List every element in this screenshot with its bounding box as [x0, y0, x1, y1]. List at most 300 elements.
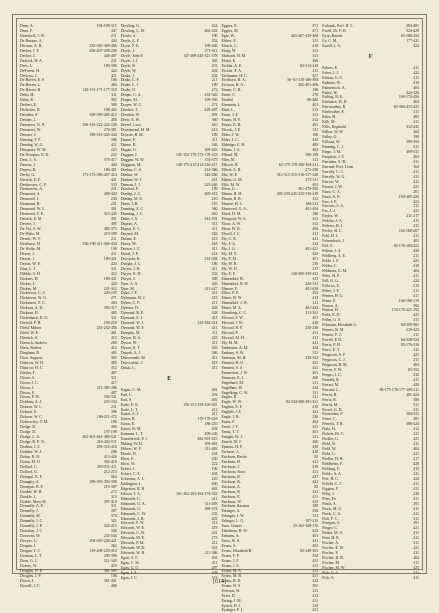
index-entry-name: Ferree, F. W. — [322, 367, 343, 372]
index-entry-name: Drummond, M. M. — [120, 128, 151, 133]
index-entry-pages: 404 — [413, 130, 419, 135]
index-entry-name: Emerson, M. H. — [221, 355, 247, 360]
index-entry-name: Dewitt, W. V. — [20, 236, 41, 241]
index-entry-name: Eisler, C. — [221, 93, 236, 98]
index-entry-pages: 421 — [312, 360, 319, 365]
index-entry-name: Dorman, C. T. — [20, 553, 43, 558]
index-entry-pages: 211 — [111, 58, 117, 63]
index-entry-name: Finger, C. — [322, 526, 338, 531]
index-entry-name: Fahey, W. — [322, 90, 338, 95]
index-entry-name: Fernald, R. — [322, 377, 340, 382]
index-entry-name: Duvoisin, R. — [120, 256, 141, 261]
index-entry-pages: 391 — [413, 521, 419, 526]
index-entry-pages: 434 — [312, 385, 319, 390]
index-entry-pages: 211 — [111, 405, 117, 410]
index-entry-pages: 421 — [413, 209, 419, 214]
index-entry-name: Felmann, Elizabeth A. — [322, 323, 358, 328]
index-entry-name: Edmonds, C. — [120, 496, 141, 501]
index-entry-name: Dyson, R. T. — [120, 345, 141, 350]
index-entry-name: Feeley, B. C. — [322, 229, 343, 234]
index-entry-name: Ely, M. M. — [221, 341, 239, 345]
index-entry-pages: 411 — [312, 459, 319, 464]
index-entry-pages: 194-198-315 — [96, 24, 117, 28]
index-entry-pages: 401 — [312, 370, 319, 375]
index-entry-name: Ely, M. V. — [221, 251, 238, 256]
index-entry-name: Dewhurst, H. — [20, 241, 41, 246]
index-entry-pages: 411 — [211, 341, 218, 345]
index-entry-name: Elkins, J. A. — [221, 147, 241, 152]
index-entry-pages: 230 — [413, 491, 419, 496]
index-entry-pages: 229-235 — [103, 291, 117, 296]
index-entry-name: Elton, W. R. — [221, 227, 241, 232]
index-entry-name: Fairweather, R. — [322, 105, 347, 110]
index-entry-pages: 205-230-245-325-316-418 — [276, 192, 319, 197]
index-entry-name: Dugguan, M. — [120, 162, 142, 167]
index-entry-pages: 282-391-415 — [197, 437, 218, 442]
index-entry-pages: 186-211-472 — [96, 415, 117, 420]
index-entry-name: Dowell, J. T. — [20, 583, 40, 588]
index-entry-pages: 388 — [211, 276, 218, 281]
index-entry-pages: 386 — [110, 137, 117, 142]
index-entry-name: Ferris, P. H. — [322, 343, 341, 348]
index-entry-pages: 217 — [413, 457, 419, 462]
index-entry-pages: 411 — [413, 179, 419, 184]
index-entry-name: Fields, A. A. — [322, 471, 342, 476]
index-entry-name: Dresden, W. — [120, 113, 140, 118]
index-entry-pages: 84-175-176-177-189-211 — [379, 387, 419, 392]
index-entry-name: Dexter, J. — [20, 256, 35, 261]
index-entry-pages: 363 — [110, 474, 117, 479]
index-entry-name: De Noaquer, N. D. — [20, 152, 50, 157]
index-entry-name: Felde, J. F. — [322, 258, 340, 263]
index-entry-name: Ferguson, R. M. — [322, 362, 348, 367]
index-entry-pages: 411 — [413, 145, 419, 150]
index-entry-name: Ericksen, H. — [221, 459, 241, 464]
index-entry-pages: 311 — [111, 93, 117, 98]
index-entry-name: Dexter, W. E. — [20, 261, 41, 266]
index-entry-pages: 211 — [312, 588, 319, 593]
index-entry-pages: 210-387 — [103, 484, 117, 489]
index-entry-pages: 419 — [211, 526, 218, 531]
index-entry-name: Erickson, B. — [221, 489, 241, 494]
index-entry-name: Easterbrook, P. J. — [120, 437, 148, 442]
index-entry-name: Ferrand, L. — [322, 387, 340, 392]
index-entry-name: Ferrari, M. — [322, 382, 340, 387]
index-entry-name: Evans, Elizabeth B. — [221, 549, 253, 554]
index-entry-name: Dion, Auguste — [20, 355, 43, 360]
index-entry-name: Dykeman, W. J. — [120, 296, 146, 301]
index-entry-name: Dobson, W. L. — [20, 405, 43, 410]
index-entry-pages: 65-352 — [407, 367, 419, 372]
index-entry-name: Desmond, T. E. — [20, 212, 45, 217]
index-entry-name: Douglas, J. P. — [20, 573, 42, 578]
index-entry-name: Fabian, G. O. — [322, 75, 344, 80]
index-entry-name: Evans, R. D. — [221, 578, 242, 583]
index-column-1 — [20, 24, 117, 588]
index-entry-pages: 410 — [312, 405, 319, 410]
index-entry-name: Diefold, F. H. — [20, 321, 42, 326]
index-entry-pages: 418 — [312, 449, 319, 454]
index-entry-name: Dunford, F. — [120, 187, 139, 192]
index-entry-pages: 273 — [211, 536, 218, 541]
index-entry-pages: 270 — [312, 93, 319, 98]
index-entry-name: Egle, W. — [221, 33, 235, 38]
index-entry-name: Dugan, G. — [120, 147, 137, 152]
index-entry-name: Fischer, F. — [322, 551, 339, 556]
index-entry-name: Falley, G. — [322, 135, 338, 140]
index-entry-name: Epstein, H. F. — [221, 445, 243, 450]
index-entry-name: Dyer, A. S. — [120, 281, 138, 286]
index-entry-name: Donohue, J. C. — [20, 529, 44, 534]
index-entry-pages: 311 — [111, 504, 117, 509]
index-entry-name: Diaz, L. J. — [20, 266, 37, 271]
index-entry-name: Duggan, W. W. — [120, 157, 145, 162]
index-entry-name: Erickson, R. — [221, 474, 241, 479]
index-entry-name: Engelhard, M. — [221, 380, 244, 385]
index-entry-pages: 404 — [413, 556, 419, 561]
index-entry-name: Desmond, J. — [20, 197, 40, 202]
index-entry-name: Fairbrother, E. — [322, 110, 345, 115]
index-entry-pages: 311 — [211, 291, 218, 296]
index-entry-name: Eisner, E. H. — [221, 123, 242, 128]
index-entry-pages: 381-401 — [103, 578, 117, 583]
index-entry-name: Ferguson, A. F. — [322, 353, 346, 358]
index-entry-name: Enright, W. J. — [221, 435, 243, 440]
index-entry-name: Dwyer, E. D. — [120, 271, 142, 276]
index-entry-name: Erickson, B. — [221, 479, 241, 484]
index-entry-name: Desmond, R. — [20, 202, 41, 207]
index-entry-pages: 210-398 — [103, 232, 117, 237]
index-entry-name: Eisel, L. — [221, 108, 235, 113]
index-entry-name: Egan, C. M. — [120, 561, 140, 566]
index-entry-name: Ferguson, C. J. — [322, 358, 346, 362]
index-entry-pages: 411 — [413, 452, 419, 457]
index-entry-pages: 410 — [312, 137, 319, 142]
index-entry-name: Emmett, S. A. — [221, 365, 244, 370]
index-entry-name: Evans, M. B. — [221, 573, 242, 578]
index-entry-pages: 312 — [312, 241, 319, 246]
index-entry-name: Dickerson, W. G. — [20, 296, 47, 301]
index-entry-name: Dyson, H. A. — [120, 336, 142, 341]
index-entry-pages: 231 — [312, 568, 319, 573]
index-entry-name: Falk, M. — [322, 120, 336, 125]
index-entry-pages: 404 — [413, 268, 419, 273]
index-entry-pages: 311-361 — [305, 311, 319, 316]
index-entry-name: Feinn, P. — [322, 298, 336, 303]
index-entry-name: Dean, A. — [20, 24, 34, 28]
index-entry-pages: 311 — [413, 570, 419, 575]
index-entry-pages: 424 — [211, 24, 218, 28]
index-entry-name: Edwards, W. H. — [120, 551, 146, 556]
index-entry-name: Finegan, G. — [322, 521, 341, 526]
index-entry-pages: 454 — [312, 345, 319, 350]
index-entry-name: Ehlers, P. — [221, 38, 237, 43]
index-entry-name: Finn, H. B. — [322, 536, 340, 541]
index-entry-pages: 422 — [312, 578, 319, 583]
index-entry-name: Elkins, G. M. — [221, 177, 243, 182]
index-entry-pages: 272 — [211, 88, 218, 93]
index-entry-name: Ebbing, W. D. — [120, 442, 143, 447]
index-entry-pages: 404 — [413, 85, 419, 90]
index-entry-pages: 401 — [312, 182, 319, 187]
index-entry-pages: 365 — [211, 58, 218, 63]
index-entry-pages: 65-186-224 — [400, 33, 419, 38]
index-entry-name: Dodge, B. — [20, 425, 36, 430]
index-entry-name: Dwyer, J. — [120, 276, 136, 281]
index-entry-pages: 311 — [413, 402, 419, 407]
index-entry-name: Dunlap, J. C. — [120, 192, 142, 197]
index-entry-pages: 386 — [413, 397, 419, 402]
index-entry-name: Dymphy, M. — [120, 331, 141, 336]
index-entry-name: English, J. E. — [221, 410, 243, 415]
index-entry-pages: 211 — [211, 78, 218, 83]
index-entry-pages: 404 — [312, 420, 319, 425]
index-entry-pages: 392 — [413, 303, 419, 308]
index-entry-pages: 410 — [312, 43, 319, 48]
index-entry-pages: 411 — [413, 159, 419, 164]
index-entry-name: Felter, J. F. — [322, 288, 340, 293]
index-entry-pages: 230 — [312, 415, 319, 420]
index-entry-name: Farrow, W. — [322, 179, 340, 184]
index-entry-pages: 211 — [312, 301, 319, 306]
index-entry-name: Disbrow, H. C. — [20, 365, 44, 370]
index-entry-name: Desbrosses, C. P. — [20, 182, 47, 187]
index-entry-name: Farraden, A. B. — [322, 159, 347, 164]
index-entry-pages: 85-176-316 — [400, 343, 419, 348]
index-entry-name: Dees, L. — [20, 63, 34, 68]
index-entry-pages: 411 — [111, 73, 117, 78]
index-entry-name: Demetz, J. — [20, 132, 37, 137]
index-entry-name: Ferrin, R. — [322, 392, 338, 397]
index-entry-name: Drexel, Lucy — [120, 123, 142, 128]
index-entry-name: Faust, C. A. — [322, 189, 341, 194]
index-entry-pages: 405 — [110, 311, 117, 316]
index-entry-pages: 311 — [413, 516, 419, 521]
index-entry-name: Everson, H. — [221, 588, 240, 593]
page-number: [614] — [213, 579, 226, 585]
index-entry-name: Dickey, J. — [20, 281, 36, 286]
index-entry-name: Field, C. — [322, 452, 336, 457]
index-entry-pages: 411 — [413, 234, 419, 239]
index-entry-pages: 424-426 — [406, 90, 419, 95]
index-entry-pages: 186 — [110, 573, 117, 578]
index-entry-pages: 408-424 — [103, 192, 117, 197]
index-entry-name: Earl, S. — [120, 397, 133, 402]
index-entry-name: Fahnestock, A. — [322, 85, 346, 90]
index-entry-name: Elder, J. C. — [221, 137, 239, 142]
index-entry-pages: 411 — [211, 561, 218, 566]
index-entry-pages: 401-423 — [305, 306, 319, 311]
index-entry-name: Dymond, W. F. — [120, 326, 145, 331]
index-entry-pages: 190 — [110, 246, 117, 251]
index-entry-pages: 311 — [312, 157, 319, 162]
index-entry-pages: 188-402 — [103, 108, 117, 113]
index-entry-name: Fetter, C. — [322, 417, 337, 422]
index-entry-pages: 396 — [110, 425, 117, 430]
index-entry-name: Eaton, H. — [120, 417, 136, 422]
index-entry-pages: 485 — [110, 350, 117, 355]
index-entry-pages: 374-375 — [204, 157, 218, 162]
index-entry-name: Easter, A. J. — [120, 412, 140, 417]
index-entry-pages: 312-441 — [406, 125, 419, 130]
index-entry-name: Eisfeld — [221, 98, 233, 103]
index-entry-pages: 485 — [110, 360, 117, 365]
index-entry-pages: 150-151-259-339-341 — [183, 402, 218, 407]
index-entry-pages: 189 — [211, 132, 218, 137]
index-entry-pages: 206 — [312, 440, 319, 445]
index-entry-pages: 188-315-443-444 — [89, 132, 117, 137]
index-entry-name: Farquhar, J. E. — [322, 154, 345, 159]
index-entry-pages: 401-424 — [406, 392, 419, 397]
index-entry-name: Dobson, E. — [20, 410, 38, 415]
index-entry-pages: 428 — [211, 306, 218, 311]
index-entry-name: Erckson, A. — [221, 449, 240, 454]
index-entry-pages: 362-419 — [103, 459, 117, 464]
index-entry-pages: 210 — [211, 202, 218, 207]
index-entry-name: Donnelly, M. — [20, 514, 41, 519]
index-entry-name: Ely, W. D. — [221, 266, 238, 271]
index-entry-name: Dietrich, Andrew — [20, 341, 48, 345]
index-entry-pages: 311 — [312, 514, 319, 519]
index-entry-pages: 361-379-392 — [298, 187, 319, 192]
index-entry-name: De Haven, R. — [20, 88, 42, 93]
index-entry-pages: 211 — [211, 301, 218, 306]
index-entry-name: Filby, J. — [322, 491, 335, 496]
index-entry-pages: 421 — [413, 546, 419, 551]
index-entry-pages: 174-175-221-292 — [391, 308, 419, 313]
index-entry-pages: 413 — [110, 336, 117, 341]
index-entry-pages: 424 — [312, 529, 319, 534]
index-entry-pages: 292 — [312, 291, 319, 296]
index-entry-pages: 395-461 — [204, 442, 218, 447]
index-entry-pages: 189-421 — [103, 276, 117, 281]
index-entry-name: Dent, L. S. — [20, 157, 37, 162]
index-entry-name: Doyle, J. J. — [120, 58, 139, 63]
index-entry-name: Desmaretis, A. — [20, 187, 44, 192]
index-entry-name: Fallon, W. W. — [322, 130, 344, 135]
index-entry-pages: 270-361 — [103, 128, 117, 133]
index-entry-pages: 410 — [413, 80, 419, 85]
index-entry-pages: 62-175-178-186-394-411 — [278, 162, 319, 167]
index-entry-name: Elman, B. R. — [221, 197, 242, 202]
index-entry-pages: 411 — [312, 469, 319, 474]
index-columns — [20, 24, 419, 613]
index-entry-pages: 82 — [314, 484, 319, 489]
index-entry-pages: 311-483 — [204, 501, 218, 506]
index-entry-pages: 401 — [211, 387, 218, 392]
index-entry-pages: 148-175-212-214-216-217 — [176, 162, 218, 167]
index-entry-name: Dodge, R. E. N. — [20, 440, 45, 445]
index-entry-name: Edwards, C. W. — [120, 531, 146, 536]
index-entry-pages: 186-198-311-366-434 — [82, 241, 117, 246]
index-entry-name: Fabers, E. — [322, 65, 338, 70]
index-entry-pages: 405-412 — [204, 192, 218, 197]
index-entry-pages: 411 — [312, 197, 319, 202]
index-entry-pages: 145-152-170-173-178-223 — [176, 152, 218, 157]
index-entry-name: Feild, E. D. — [322, 313, 341, 318]
index-entry-name: De Vol, A. W. — [20, 227, 42, 232]
index-entry-name: Feil, E. — [322, 244, 334, 249]
index-entry-name: Egan, J. C. — [120, 575, 138, 580]
index-entry-pages: 82 — [314, 454, 319, 459]
index-entry-pages: 401 — [211, 486, 218, 491]
index-entry-pages: 211 — [413, 358, 419, 362]
index-entry-name: Dupuy, E. L. — [120, 227, 141, 232]
index-entry-pages: 430 — [413, 249, 419, 254]
index-entry-pages: 222 — [211, 462, 218, 467]
index-entry-name: Duggan, J. — [120, 152, 138, 157]
index-entry-pages: 424 — [110, 68, 117, 73]
index-entry-name: Fehrenbach, J. — [322, 239, 345, 244]
index-entry-pages: 424 — [413, 278, 419, 283]
index-entry-name: Elmwood, G. A. — [221, 207, 247, 212]
index-entry-name: Durant, E. — [120, 236, 137, 241]
index-entry-name: Deming, F. F. — [20, 137, 42, 142]
index-entry-name: Fargo, J. M. — [322, 149, 342, 154]
index-entry-pages: 315-445 — [103, 212, 117, 217]
index-entry-pages: 189 — [211, 187, 218, 192]
index-entry-pages: 401 — [312, 430, 319, 435]
index-entry-pages: 411 — [413, 348, 419, 353]
index-entry-name: Dollard, G. — [20, 469, 38, 474]
index-entry-pages: 411 — [413, 75, 419, 80]
index-entry-pages: 210 — [211, 197, 218, 202]
index-entry-name: Doyle, A. F. — [120, 38, 140, 43]
index-entry — [222, 608, 319, 613]
index-entry-pages: 311 — [211, 521, 218, 526]
index-entry-name: Fekete, J. A. — [322, 249, 342, 254]
index-entry-name: Dietz, Robert — [20, 345, 41, 350]
index-entry-pages: 294-410-226-421 — [89, 539, 117, 544]
index-entry-pages: 213 — [312, 68, 319, 73]
index-entry-pages: 415 — [211, 296, 218, 301]
index-entry-pages: 411 — [413, 506, 419, 511]
index-entry-name: Ennis, F. — [221, 420, 236, 425]
index-entry-pages: 214 — [211, 251, 218, 256]
index-entry-name: Erlanger, A. — [221, 509, 241, 514]
index-entry-pages: 428 — [413, 382, 419, 387]
index-entry-pages: 412 — [211, 128, 218, 133]
index-entry-pages: 421 — [413, 526, 419, 531]
index-entry-pages: 422 — [413, 70, 419, 75]
index-entry-pages: 411 — [413, 224, 419, 229]
index-entry-pages: 391 — [211, 113, 218, 118]
index-entry-pages: 413 — [211, 236, 218, 241]
index-entry-pages: 317 — [312, 266, 319, 271]
index-entry-pages: 411 — [211, 266, 218, 271]
index-entry-name: Donegal, R. F. — [20, 474, 43, 479]
index-entry-name: Fayles, W. — [322, 214, 339, 219]
index-entry-pages: 397-410 — [103, 499, 117, 504]
index-entry-name: Eaton, E. — [120, 422, 136, 427]
index-entry-name: Doebler, W. J. — [20, 449, 42, 454]
index-entry-name: Elmer, M. A. — [221, 306, 242, 311]
index-entry-pages: 394 — [312, 509, 319, 514]
index-entry-pages: 389 — [110, 103, 117, 108]
index-entry-name: Drake, L. J. — [120, 83, 140, 88]
index-entry-pages: 404 — [211, 471, 218, 476]
index-entry-name: Draper, C. A. — [120, 93, 142, 98]
index-entry-name: Deitner, J. — [20, 118, 36, 123]
index-entry-pages: 230-311 — [305, 281, 319, 286]
index-entry-pages: 169-446 — [204, 43, 218, 48]
index-entry-name: Dorgan, T. C. — [20, 549, 42, 554]
index-entry-pages: 145-151-171-177-310 — [82, 88, 117, 93]
index-entry-name: Dickens, H. — [20, 276, 39, 281]
index-entry-pages: 421 — [312, 558, 319, 563]
index-entry-name: Farrand, Prof. Livin — [322, 164, 354, 169]
index-entry-pages: 197-215 — [305, 519, 319, 524]
